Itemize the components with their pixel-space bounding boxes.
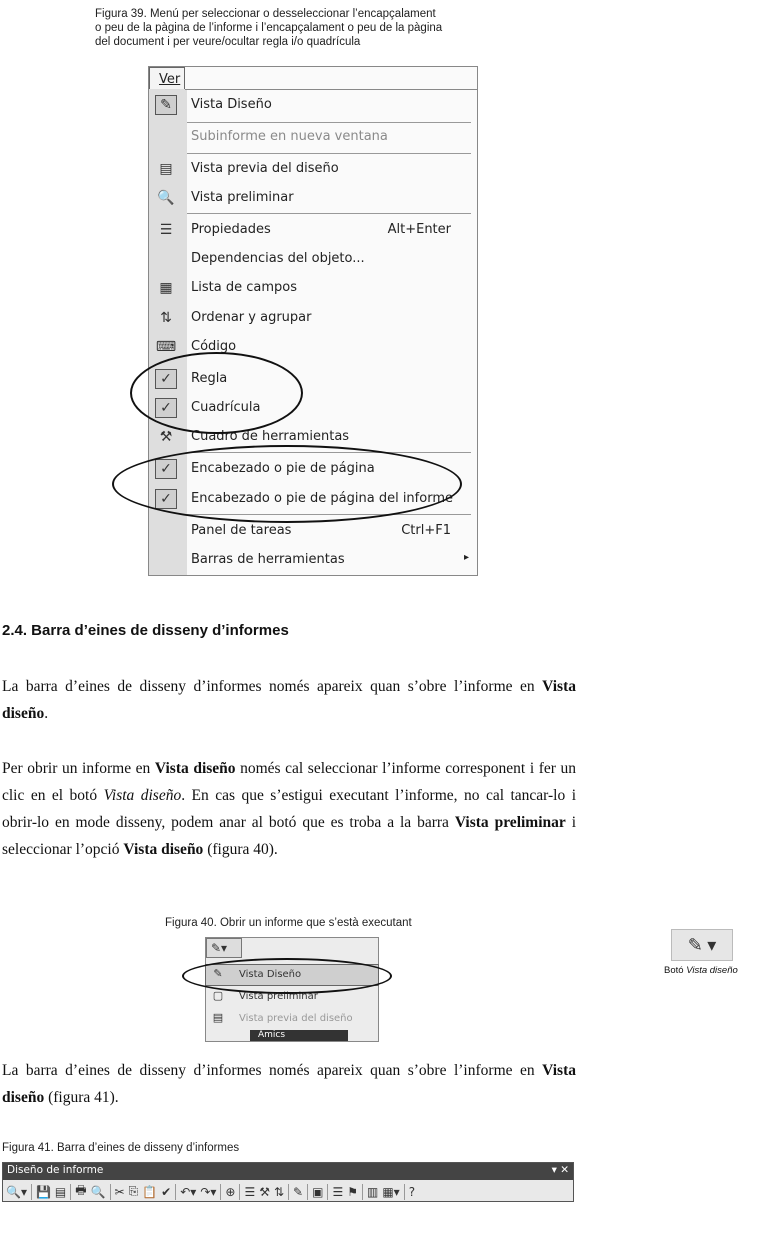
toolbar-separator: [327, 1184, 328, 1200]
menu-item-vista-preliminar[interactable]: [206, 987, 378, 1007]
toolbar-separator: [110, 1184, 111, 1200]
paragraph-1: [2, 673, 576, 727]
menu-item-barras-herramientas[interactable]: [149, 546, 477, 574]
menu-item-propiedades[interactable]: [149, 216, 477, 244]
text-run: només cal seleccionar l’informe corresponent i fer un clic en el botó: [2, 760, 576, 804]
toolbar-button-icon[interactable]: 🔍▾: [6, 1184, 27, 1199]
toolbar-button-icon[interactable]: ✎: [293, 1184, 304, 1199]
menu-item-codigo[interactable]: [149, 333, 477, 361]
toolbox-icon: ⚒: [159, 429, 173, 445]
italic-term: Vista diseño: [103, 787, 182, 804]
toolbar-button-icon[interactable]: 📋: [142, 1184, 158, 1199]
menu-item-cuadricula[interactable]: [149, 394, 477, 422]
layout-preview-icon: ▤: [159, 161, 173, 177]
check-icon: ✓: [155, 398, 177, 418]
bold-term: Vista diseño: [2, 1062, 576, 1106]
menu-item-regla[interactable]: [149, 365, 477, 393]
menu-item-vista-previa-diseno[interactable]: [149, 155, 477, 183]
layout-preview-icon: ▤: [212, 1011, 224, 1024]
side-button-caption: [664, 965, 738, 976]
code-icon: ⌨: [155, 339, 177, 355]
toolbar-button-icon[interactable]: ▤: [54, 1184, 67, 1199]
menu-item-label: Vista Diseño: [191, 97, 272, 112]
toolbar-button-icon[interactable]: 🔍: [90, 1184, 106, 1199]
menu-item-subinforme: [149, 123, 477, 151]
submenu-arrow-icon: ▸: [463, 552, 469, 563]
check-icon: ✓: [155, 369, 177, 389]
field-list-icon: ▦: [159, 280, 173, 296]
paragraph-3: [2, 1057, 576, 1111]
check-icon: ✓: [155, 489, 177, 509]
caption-text: Botó: [664, 965, 687, 976]
menu-item-encabezado-pie[interactable]: [149, 455, 477, 483]
toolbar-separator: [404, 1184, 405, 1200]
print-preview-icon: ▢: [212, 989, 224, 1002]
toolbar-button-icon[interactable]: ☰: [244, 1184, 256, 1199]
menu-item-vista-diseno[interactable]: [149, 91, 477, 119]
toolbar-close-icon[interactable]: ▾ ✕: [551, 1164, 569, 1176]
text-run: Per obrir un informe en: [2, 760, 155, 777]
toolbar-buttons: [3, 1180, 573, 1203]
menu-item-label: Encabezado o pie de página: [191, 461, 375, 476]
menu-item-label: Subinforme en nueva ventana: [191, 129, 388, 144]
menu-item-label: Propiedades: [191, 222, 271, 237]
figure-40-caption: Figura 40. Obrir un informe que s’està executant: [165, 917, 412, 929]
menu-top-border: [185, 89, 477, 90]
text-run: La barra d’eines de disseny d’informes només apareix quan s’obre l’informe en: [2, 678, 543, 695]
toolbar-button-icon[interactable]: ⊕: [225, 1184, 236, 1199]
menu-item-panel-tareas[interactable]: [149, 517, 477, 545]
toolbar-button-icon[interactable]: 🖶: [75, 1183, 87, 1197]
menu-item-vista-diseno[interactable]: [206, 965, 378, 985]
menu-item-label: Panel de tareas: [191, 523, 292, 538]
menu-item-label: Vista preliminar: [191, 190, 294, 205]
bold-term: Vista preliminar: [454, 814, 566, 831]
caption-italic: Vista diseño: [686, 965, 738, 976]
menu-title-ver[interactable]: [149, 67, 185, 89]
print-preview-icon: 🔍: [157, 190, 175, 206]
menu-item-label: Dependencias del objeto...: [191, 251, 365, 266]
toolbar-button-icon[interactable]: ✔: [161, 1184, 172, 1199]
menu-item-label: Lista de campos: [191, 280, 297, 295]
menu-item-encabezado-pie-informe[interactable]: [149, 485, 477, 513]
toolbar-button-icon[interactable]: ↶▾: [180, 1184, 197, 1199]
menu-item-label: Regla: [191, 371, 228, 386]
bold-term: Vista diseño: [154, 760, 236, 777]
figure-41-caption: Figura 41. Barra d’eines de disseny d’informes: [2, 1142, 240, 1154]
design-view-icon: ✎: [213, 967, 223, 980]
section-heading: 2.4. Barra d’eines de disseny d’informes: [2, 622, 289, 639]
design-view-icon: ✎: [155, 95, 177, 115]
toolbar-button-icon[interactable]: 💾: [35, 1184, 51, 1199]
menu-item-label: Código: [191, 339, 237, 354]
menu-item-dependencias[interactable]: [149, 245, 477, 273]
toolbar-title-bar: [3, 1163, 573, 1180]
toolbar-separator: [220, 1184, 221, 1200]
toolbar-button-icon[interactable]: ↷▾: [200, 1184, 217, 1199]
toolbar-button-icon[interactable]: ⚑: [347, 1184, 358, 1199]
text-run: (figura 40).: [203, 841, 278, 858]
menu-separator: [187, 213, 471, 214]
toolbar-button-icon[interactable]: ☰: [332, 1184, 344, 1199]
text-run: (figura 41).: [44, 1089, 119, 1106]
menu-item-label: Vista previa del diseño: [239, 1013, 353, 1024]
menu-item-label: Cuadrícula: [191, 400, 261, 415]
menu-item-label: Vista previa del diseño: [191, 161, 339, 176]
menu-item-shortcut: Ctrl+F1: [401, 523, 451, 538]
figure-39-caption: [95, 7, 495, 49]
menu-item-ordenar-agrupar[interactable]: [149, 304, 477, 332]
toolbar-separator: [70, 1184, 71, 1200]
toolbar-separator: [239, 1184, 240, 1200]
text-run: . En cas que s’estigui executant l’informe, no cal tancar-lo i obrir-lo en mode disseny, podem anar al botó que es troba a la barra: [2, 787, 576, 831]
menu-item-vista-preliminar[interactable]: [149, 184, 477, 212]
toolbar-button-icon[interactable]: ▦▾: [382, 1184, 400, 1199]
toolbar-title: Diseño de informe: [7, 1164, 104, 1176]
bold-term: Vista diseño: [2, 678, 576, 722]
report-tab-label: Amics: [250, 1030, 348, 1041]
ver-menu: [148, 66, 478, 576]
toolbar-button-icon[interactable]: ▥: [366, 1184, 379, 1199]
menu-item-cuadro-herramientas[interactable]: [149, 423, 477, 451]
toolbar-button-icon[interactable]: ✂: [114, 1184, 125, 1199]
menu-item-shortcut: Alt+Enter: [387, 222, 451, 237]
menu-separator: [187, 514, 471, 515]
menu-separator: [187, 452, 471, 453]
toolbar-separator: [288, 1184, 289, 1200]
menu-item-vista-previa-diseno: [206, 1009, 378, 1029]
bold-term: Vista diseño: [123, 841, 204, 858]
menu-item-lista-campos[interactable]: [149, 274, 477, 302]
toolbar-separator: [362, 1184, 363, 1200]
toolbar-button-icon[interactable]: ?: [408, 1184, 416, 1199]
menu-item-label: Vista Diseño: [239, 969, 302, 980]
toolbar-separator: [31, 1184, 32, 1200]
caption-line: Figura 39. Menú per seleccionar o desseleccionar l’encapçalament: [95, 8, 436, 20]
vista-diseno-button[interactable]: ✎ ▾: [671, 929, 733, 961]
view-dropdown-button[interactable]: ✎▾: [206, 938, 242, 958]
toolbar-button-icon[interactable]: ⚒: [259, 1184, 270, 1199]
menu-item-label: Ordenar y agrupar: [191, 310, 312, 325]
check-icon: ✓: [155, 459, 177, 479]
toolbar-button-icon[interactable]: ⎘: [128, 1184, 139, 1198]
text-run: i seleccionar l’opció: [2, 814, 576, 858]
sort-group-icon: ⇅: [160, 310, 172, 326]
figure-40-menu: [205, 937, 379, 1042]
menu-item-label: Cuadro de herramientas: [191, 429, 350, 444]
text-run: .: [44, 705, 49, 722]
toolbar-button-icon[interactable]: ▣: [312, 1184, 324, 1199]
menu-separator: [187, 153, 471, 154]
menu-item-label: Vista preliminar: [239, 991, 318, 1002]
toolbar-separator: [307, 1184, 308, 1200]
text-run: La barra d’eines de disseny d’informes només apareix quan s’obre l’informe en: [2, 1062, 543, 1079]
properties-icon: ☰: [159, 222, 173, 238]
caption-line: del document i per veure/ocultar regla i/o quadrícula: [95, 36, 361, 48]
toolbar-separator: [175, 1184, 176, 1200]
menu-title-label: Ver: [159, 72, 181, 87]
menu-item-label: Encabezado o pie de página del informe: [191, 491, 453, 506]
caption-line: o peu de la pàgina de l’informe i l’encapçalament o peu de la pàgina: [95, 22, 443, 34]
toolbar-button-icon[interactable]: ⇅: [273, 1184, 285, 1199]
paragraph-2: [2, 755, 576, 863]
menu-item-label: Barras de herramientas: [191, 552, 345, 567]
report-design-toolbar: [2, 1162, 574, 1202]
